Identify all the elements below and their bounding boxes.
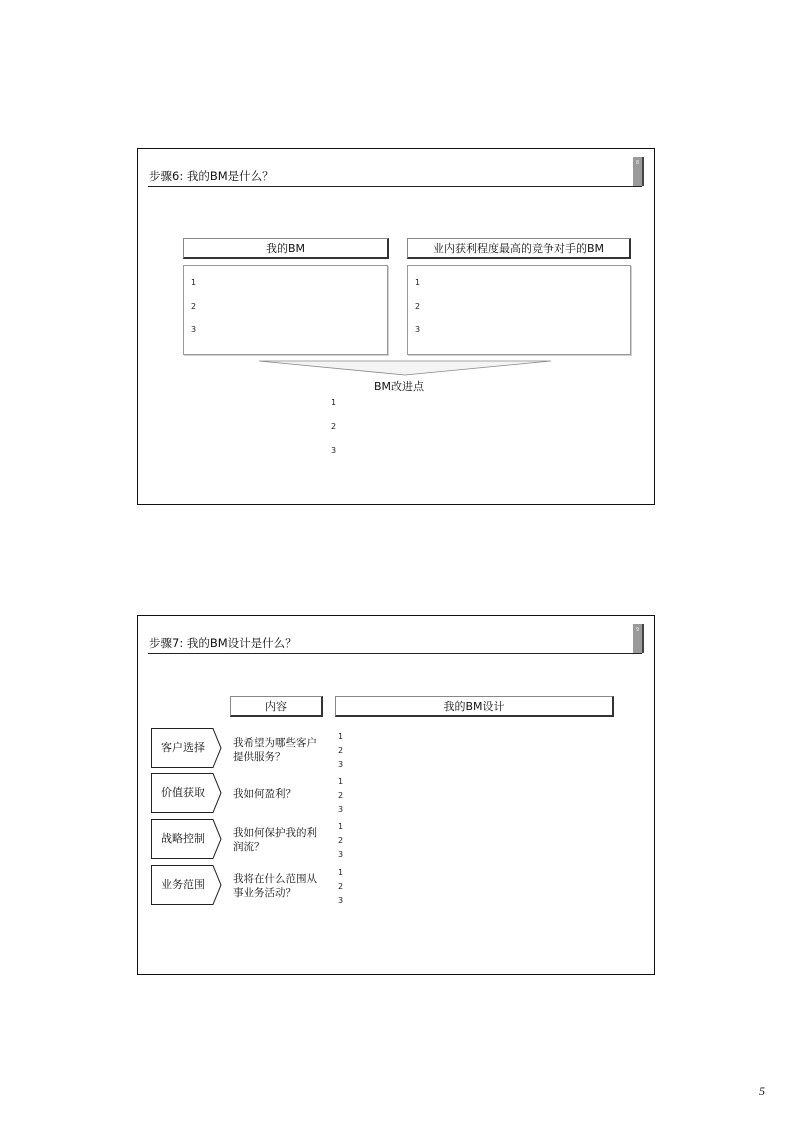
list-number: 3 [331, 446, 337, 455]
row-question: 我如何保护我的利润流？ [233, 827, 317, 853]
list-number: 2 [338, 836, 344, 845]
list-number: 3 [191, 325, 197, 334]
row-question: 我希望为哪些客户提供服务？ [233, 737, 317, 763]
list-number: 3 [338, 850, 344, 859]
merge-arrow [138, 359, 656, 379]
slide-step-6 [137, 148, 655, 505]
bm-design-header: 我的BM设计 [335, 696, 614, 717]
tag-customer-selection: 客户选择 [151, 728, 223, 768]
row-question: 我如何盈利？ [233, 788, 296, 800]
list-number: 2 [415, 302, 421, 311]
competitor-bm-header: 业内获利程度最高的竞争对手的BM [407, 238, 631, 259]
improvement-label: BM改进点 [374, 380, 425, 393]
slide-step-7 [137, 615, 655, 975]
slide-title: 步骤7: 我的BM设计是什么？ [149, 636, 297, 650]
list-number: 1 [191, 278, 197, 287]
slide-title: 步骤6: 我的BM是什么？ [149, 169, 274, 183]
row-question: 我将在什么范围从事业务活动？ [233, 873, 317, 899]
list-number: 3 [415, 325, 421, 334]
my-bm-box [183, 265, 388, 355]
list-number: 3 [338, 805, 344, 814]
my-bm-header: 我的BM [183, 238, 389, 259]
tag-business-scope: 业务范围 [151, 865, 223, 905]
page-number: 5 [759, 1084, 765, 1098]
list-number: 2 [331, 422, 337, 431]
list-number: 1 [338, 732, 344, 741]
list-number: 3 [338, 760, 344, 769]
list-number: 1 [415, 278, 421, 287]
list-number: 1 [331, 398, 337, 407]
slide-page-tab: 8 [633, 157, 644, 186]
list-number: 2 [338, 791, 344, 800]
list-number: 1 [338, 868, 344, 877]
list-number: 1 [338, 822, 344, 831]
competitor-bm-box [407, 265, 631, 355]
list-number: 2 [338, 746, 344, 755]
tag-value-capture: 价值获取 [151, 773, 223, 813]
title-rule [148, 653, 642, 654]
list-number: 3 [338, 896, 344, 905]
list-number: 1 [338, 777, 344, 786]
slide-page-tab: 9 [633, 624, 644, 653]
title-rule [148, 186, 642, 187]
list-number: 2 [338, 882, 344, 891]
tag-strategic-control: 战略控制 [151, 819, 223, 859]
content-header: 内容 [230, 696, 323, 717]
list-number: 2 [191, 302, 197, 311]
